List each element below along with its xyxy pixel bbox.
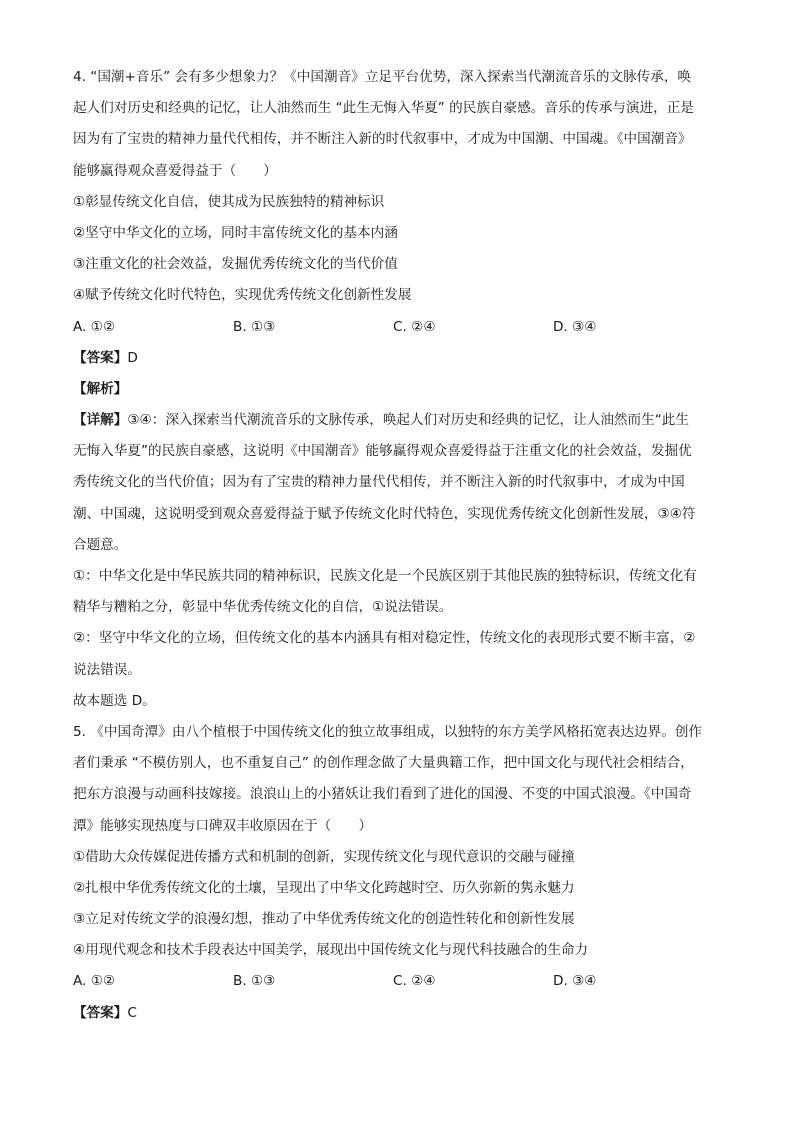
option-c: C. ②④ <box>393 318 436 335</box>
detail-line: 秀传统文化的当代价值；因为有了宝贵的精神力量代代相传，并不断注入新的时代叙事中，才成为中国 <box>73 474 685 491</box>
question-stem-line: 起人们对历史和经典的记忆，让人油然而生 “此生无悔入华夏” 的民族自豪感。音乐的传承与演进，正是 <box>73 100 694 117</box>
option-d: D. ③④ <box>553 318 597 335</box>
answer-line <box>73 343 723 374</box>
statement-item: ④赋予传统文化时代特色，实现优秀传统文化创新性发展 <box>73 287 412 304</box>
question-stem-line: 因为有了宝贵的精神力量代代相传，并不断注入新的时代叙事中，才成为中国潮、中国魂。《中国潮音》 <box>73 131 692 148</box>
detail-line: 潮、中国魂，这说明受到观众喜爱得益于赋予传统文化时代特色，实现优秀传统文化创新性发展，③④符 <box>73 505 696 522</box>
statement-item: ③注重文化的社会效益，发掘优秀传统文化的当代价值 <box>73 256 398 273</box>
statement-item: ①借助大众传媒促进传播方式和机制的创新，实现传统文化与现代意识的交融与碰撞 <box>73 848 575 865</box>
option-b: B. ①③ <box>233 973 276 990</box>
answer-label: 【答案】 <box>73 349 128 366</box>
option-a: A. ①② <box>73 318 116 335</box>
statement-item: ②坚守中华文化的立场，同时丰富传统文化的基本内涵 <box>73 224 398 241</box>
option-c: C. ②④ <box>393 973 436 990</box>
question-stem-line: 者们秉承 “不模仿别人，也不重复自己” 的创作理念做了大量典籍工作，把中国文化与现代社会相结合， <box>73 755 694 772</box>
option-b: B. ①③ <box>233 318 276 335</box>
answer-value: D <box>127 349 138 366</box>
detail-line <box>73 405 723 436</box>
answer-label: 【答案】 <box>73 1004 128 1021</box>
document-page <box>73 62 723 1029</box>
detail-label: 【详解】 <box>73 412 128 429</box>
answer-options <box>73 312 723 343</box>
question-4 <box>73 62 723 717</box>
question-5 <box>73 717 723 1029</box>
statement-item: ③立足对传统文学的浪漫幻想，推动了中华优秀传统文化的创造性转化和创新性发展 <box>73 911 575 928</box>
statement-item: ②扎根中华优秀传统文化的土壤，呈现出了中华文化跨越时空、历久弥新的隽永魅力 <box>73 879 575 896</box>
statement-item: ①彰显传统文化自信，使其成为民族独特的精神标识 <box>73 193 385 210</box>
question-stem-line: 5. 《中国奇潭》由八个植根于中国传统文化的独立故事组成，以独特的东方美学风格拓宽表达边界。创作 <box>73 723 703 740</box>
conclusion-line: 故本题选 D。 <box>73 692 156 709</box>
option-d: D. ③④ <box>553 973 597 990</box>
answer-line <box>73 998 723 1029</box>
detail-text: ③④：深入探索当代潮流音乐的文脉传承，唤起人们对历史和经典的记忆，让人油然而生“此生 <box>127 412 689 429</box>
analysis-label: 【解析】 <box>73 380 128 397</box>
detail-line: 无悔入华夏”的民族自豪感，这说明《中国潮音》能够赢得观众喜爱得益于注重文化的社会效益，发掘优 <box>73 443 692 460</box>
detail-line: 合题意。 <box>73 536 128 553</box>
detail-line: ②：坚守中华文化的立场，但传统文化的基本内涵具有相对稳定性，传统文化的表现形式要不断丰富，② <box>73 630 696 647</box>
question-stem-line: 4. “国潮+音乐” 会有多少想象力？《中国潮音》立足平台优势，深入探索当代潮流音乐的文脉传承，唤 <box>73 69 692 85</box>
option-a: A. ①② <box>73 973 116 990</box>
answer-options <box>73 966 723 997</box>
question-stem-line: 潭》能够实现热度与口碑双丰收原因在于（ ） <box>73 817 373 834</box>
detail-line: 精华与糟粕之分，彰显中华优秀传统文化的自信，①说法错误。 <box>73 599 453 616</box>
question-stem-line: 把东方浪漫与动画科技嫁接。浪浪山上的小猪妖让我们看到了进化的国漫、不变的中国式浪漫。《中国奇 <box>73 786 692 803</box>
question-stem-line: 能够赢得观众喜爱得益于（ ） <box>73 162 277 179</box>
answer-value: C <box>127 1004 137 1021</box>
detail-line: 说法错误。 <box>73 661 141 678</box>
detail-line: ①：中华文化是中华民族共同的精神标识，民族文化是一个民族区别于其他民族的独特标识，传统文化有 <box>73 568 697 584</box>
statement-item: ④用现代观念和技术手段表达中国美学，展现出中国传统文化与现代科技融合的生命力 <box>73 942 589 959</box>
